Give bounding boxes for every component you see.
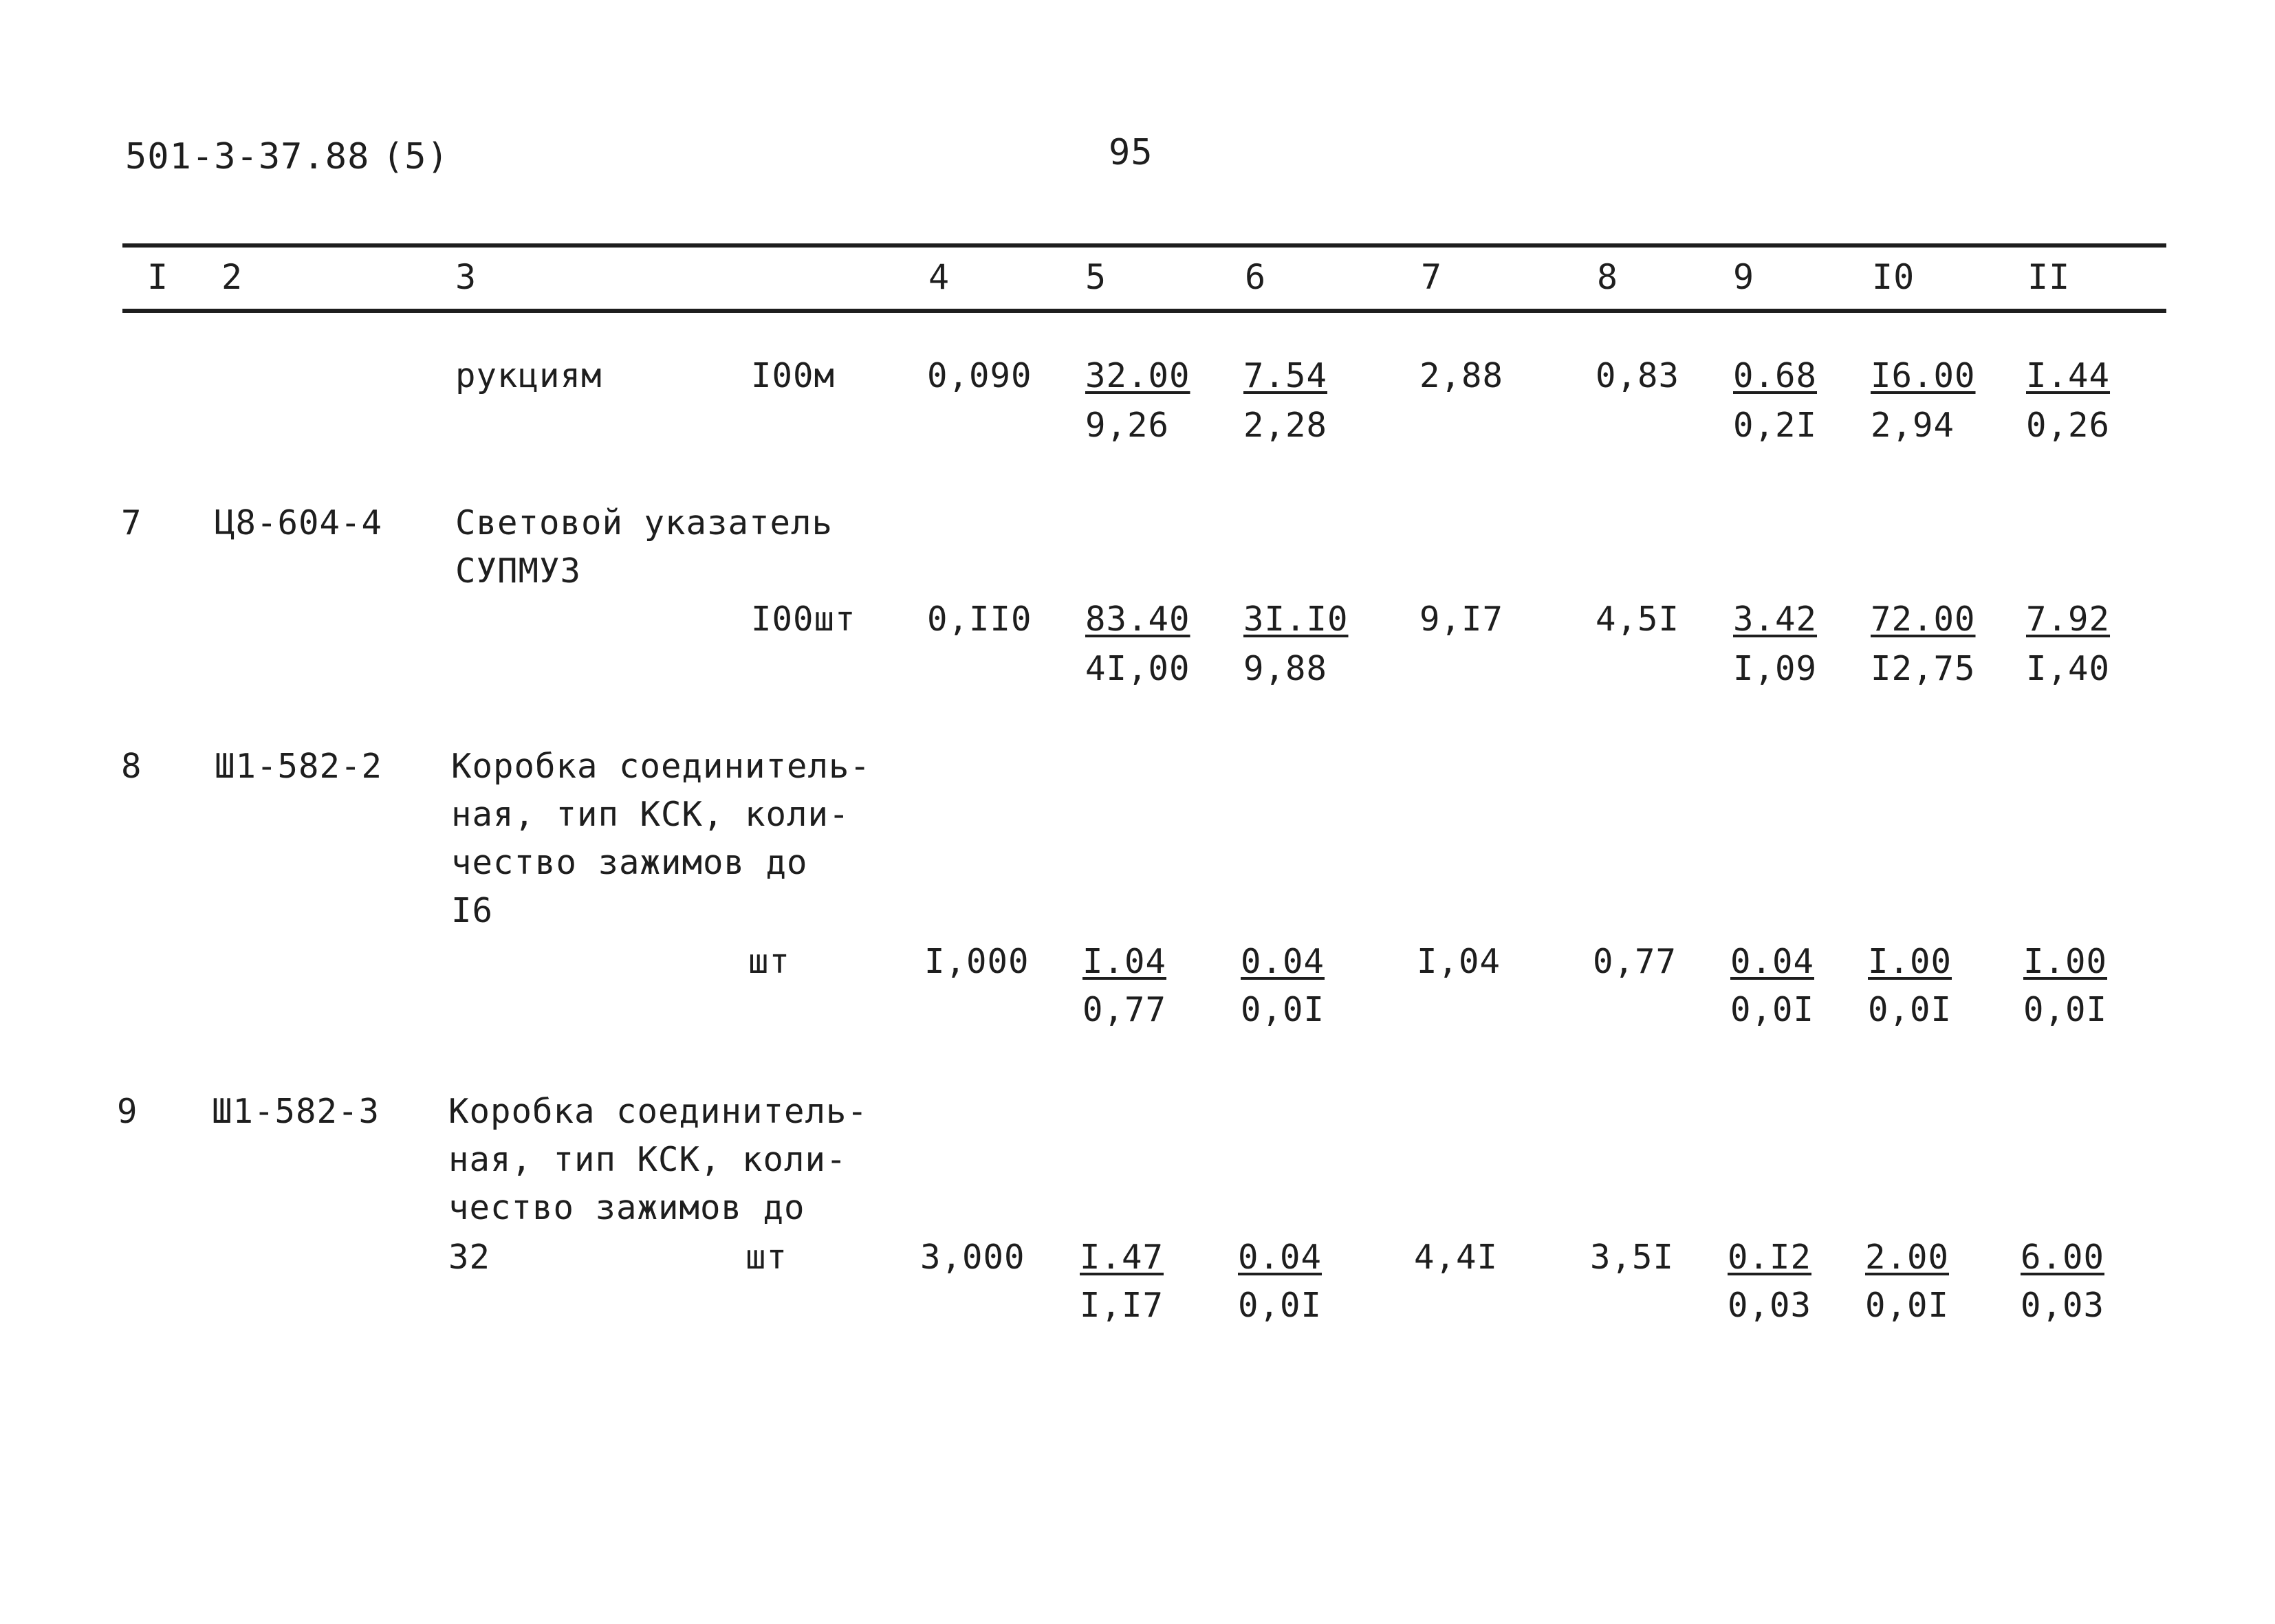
row-description-line: рукциям [455,356,602,395]
column-header-7: 7 [1421,257,1443,297]
cell-col10-top: 72.00 [1871,600,1976,639]
cell-col10-bottom: 2,94 [1871,406,1955,445]
row-quantity: 3,000 [920,1238,1025,1277]
cell-col5-top: 83.40 [1085,600,1190,639]
row-number: 8 [121,747,142,786]
row-unit: шт [745,1238,788,1277]
row-number: 9 [117,1092,138,1131]
row-description-line: ная, тип КСК, коли- [448,1140,847,1179]
row-unit: I00м [751,356,836,395]
cell-col6-top: 0.04 [1238,1238,1322,1277]
row-description-line: I6 [451,891,494,930]
column-header-1: I [147,257,169,297]
cell-col11-bottom: 0,03 [2021,1286,2105,1325]
cell-col11-bottom: I,40 [2026,649,2111,688]
cell-col11-bottom: 0,26 [2026,406,2111,445]
cell-col9-bottom: 0,03 [1728,1286,1812,1325]
cell-col9-bottom: 0,0I [1730,990,1815,1029]
column-header-6: 6 [1245,257,1267,297]
row-description-line: Коробка соединитель- [448,1092,869,1131]
row-quantity: 0,II0 [927,600,1032,639]
cell-col9-top: 0.04 [1730,942,1815,981]
row-code: Ш1-582-3 [212,1092,380,1131]
cell-col11-top: I.00 [2023,942,2108,981]
cell-col10-top: I.00 [1868,942,1952,981]
cell-col5-bottom: 4I,00 [1085,649,1190,688]
cell-col10-top: I6.00 [1871,356,1976,395]
column-header-5: 5 [1085,257,1107,297]
row-unit: шт [748,942,791,981]
cell-col5-top: 32.00 [1085,356,1190,395]
cell-col6-bottom: 0,0I [1241,990,1325,1029]
cell-col7: I,04 [1417,942,1501,981]
cell-col6-bottom: 0,0I [1238,1286,1322,1325]
row-quantity: 0,090 [927,356,1032,395]
cell-col11-bottom: 0,0I [2023,990,2108,1029]
cell-col8: 4,5I [1596,600,1680,639]
cell-col9-top: 3.42 [1733,600,1818,639]
cell-col11-top: 6.00 [2021,1238,2105,1277]
row-description-line: ная, тип КСК, коли- [451,795,850,834]
row-code: Ш1-582-2 [215,747,383,786]
document-code: 501-3-37.88 [125,136,370,177]
cell-col8: 3,5I [1590,1238,1675,1277]
cell-col6-top: 3I.I0 [1243,600,1349,639]
column-header-3: 3 [455,257,477,297]
page-number: 95 [1109,132,1153,173]
cell-col7: 9,I7 [1419,600,1504,639]
row-unit: I00шт [751,600,856,639]
header-top-rule [122,243,2166,248]
cell-col9-top: 0.I2 [1728,1238,1812,1277]
cell-col10-bottom: 0,0I [1868,990,1952,1029]
cell-col9-top: 0.68 [1733,356,1818,395]
column-header-11: II [2027,257,2071,297]
header-bottom-rule [122,309,2166,313]
row-description-line: чество зажимов до [451,843,808,882]
row-code: Ц8-604-4 [215,503,383,542]
cell-col5-bottom: 0,77 [1082,990,1167,1029]
cell-col5-bottom: 9,26 [1085,406,1170,445]
row-description-line: 32 [448,1238,491,1277]
cell-col5-top: I.04 [1082,942,1167,981]
column-header-10: I0 [1872,257,1915,297]
column-header-4: 4 [928,257,950,297]
cell-col6-top: 0.04 [1241,942,1325,981]
cell-col6-top: 7.54 [1243,356,1328,395]
cell-col6-bottom: 2,28 [1243,406,1328,445]
cell-col5-bottom: I,I7 [1080,1286,1164,1325]
cell-col7: 4,4I [1414,1238,1499,1277]
cell-col11-top: 7.92 [2026,600,2111,639]
cell-col9-bottom: 0,2I [1733,406,1818,445]
column-header-2: 2 [221,257,243,297]
cell-col5-top: I.47 [1080,1238,1164,1277]
cell-col10-bottom: 0,0I [1865,1286,1950,1325]
cell-col10-top: 2.00 [1865,1238,1950,1277]
row-description-line: Коробка соединитель- [451,747,871,786]
cell-col11-top: I.44 [2026,356,2111,395]
row-description-line: Световой указатель [455,503,834,542]
column-header-8: 8 [1597,257,1619,297]
cell-col9-bottom: I,09 [1733,649,1818,688]
cell-col7: 2,88 [1419,356,1504,395]
cell-col8: 0,83 [1596,356,1680,395]
column-header-9: 9 [1733,257,1755,297]
row-description-line: СУПМУ3 [455,551,582,591]
row-quantity: I,000 [924,942,1030,981]
row-number: 7 [121,503,142,542]
cell-col8: 0,77 [1593,942,1677,981]
cell-col10-bottom: I2,75 [1871,649,1976,688]
row-description-line: чество зажимов до [448,1188,805,1227]
cell-col6-bottom: 9,88 [1243,649,1328,688]
document-part: (5) [382,136,449,177]
